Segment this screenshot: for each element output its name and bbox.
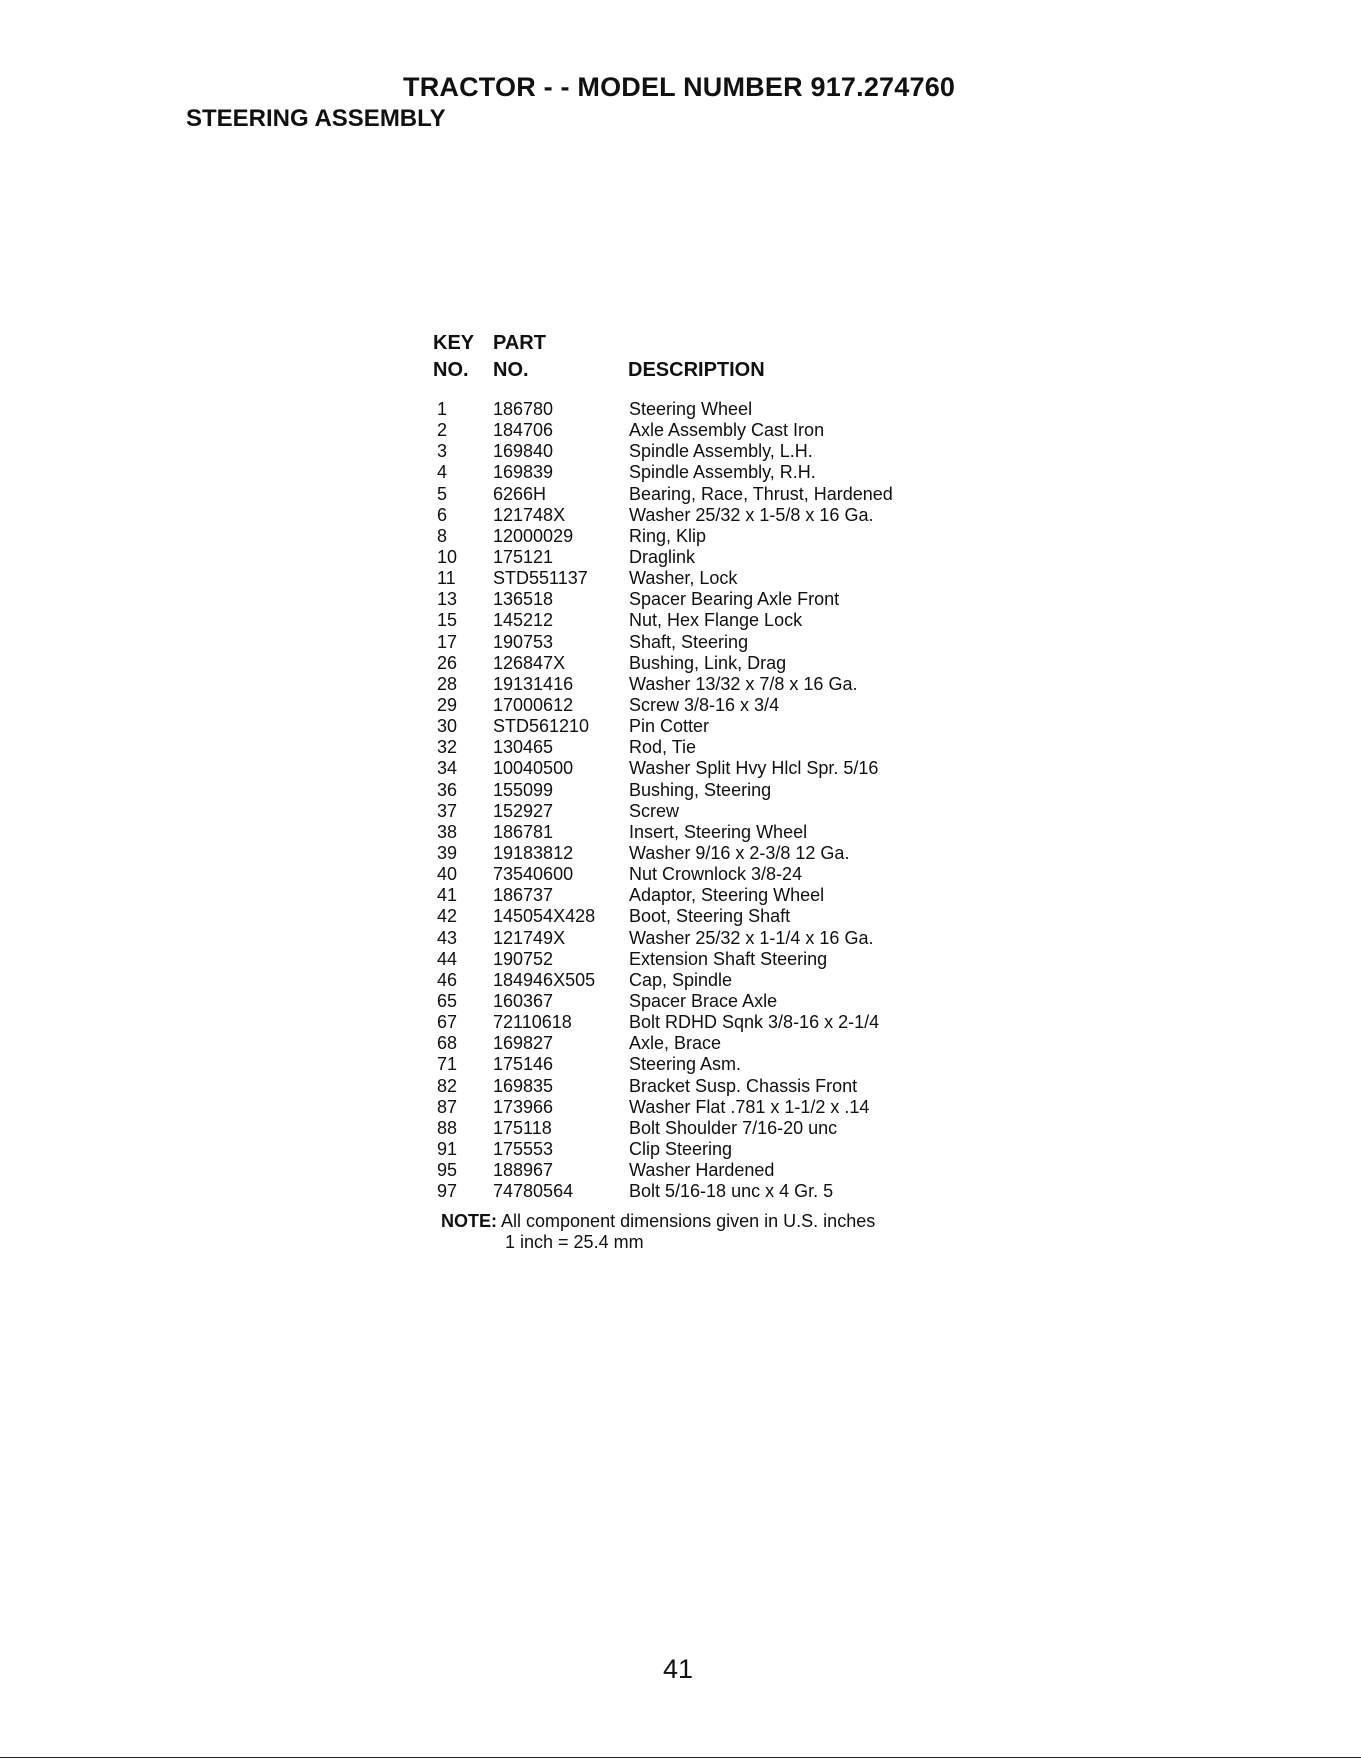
table-row bbox=[433, 1118, 953, 1139]
description: Spacer Brace Axle bbox=[629, 990, 778, 1011]
description: Spindle Assembly, R.H. bbox=[629, 462, 816, 483]
description: Bolt Shoulder 7/16-20 unc bbox=[629, 1117, 838, 1138]
key-no: 37 bbox=[437, 800, 458, 821]
description: Pin Cotter bbox=[629, 716, 710, 737]
key-no: 13 bbox=[437, 589, 458, 610]
key-no: 42 bbox=[437, 906, 458, 927]
description: Adaptor, Steering Wheel bbox=[629, 885, 825, 906]
description: Washer Split Hvy Hlcl Spr. 5/16 bbox=[629, 758, 879, 779]
part-no: 74780564 bbox=[493, 1181, 574, 1202]
part-no: 169839 bbox=[493, 462, 554, 483]
part-no: 72110618 bbox=[493, 1012, 572, 1033]
table-row bbox=[433, 695, 953, 716]
key-no: 17 bbox=[437, 631, 458, 652]
note-line1: All component dimensions given in U.S. inches bbox=[501, 1211, 876, 1231]
part-no: 19131416 bbox=[493, 673, 574, 694]
key-no: 87 bbox=[437, 1096, 458, 1117]
table-row bbox=[433, 462, 953, 483]
description: Washer Flat .781 x 1-1/2 x .14 bbox=[629, 1096, 870, 1117]
table-row bbox=[433, 822, 953, 843]
key-no: 32 bbox=[437, 737, 458, 758]
table-row bbox=[433, 1012, 953, 1033]
page-title: TRACTOR - - MODEL NUMBER 917.274760 bbox=[403, 72, 956, 102]
part-no: 184706 bbox=[493, 420, 554, 441]
key-no: 15 bbox=[437, 610, 458, 631]
part-no: 121748X bbox=[493, 504, 566, 525]
header-key-line2: NO. bbox=[433, 359, 469, 381]
table-row bbox=[433, 885, 953, 906]
description: Draglink bbox=[629, 546, 696, 567]
description: Nut, Hex Flange Lock bbox=[629, 610, 803, 631]
table-row bbox=[433, 1160, 953, 1181]
part-no: 169835 bbox=[493, 1075, 554, 1096]
table-row bbox=[433, 801, 953, 822]
bottom-rule bbox=[0, 1757, 1361, 1758]
description: Washer 9/16 x 2-3/8 12 Ga. bbox=[629, 842, 850, 863]
part-no: 186780 bbox=[493, 399, 554, 419]
note-label: NOTE: bbox=[441, 1211, 497, 1231]
description: Boot, Steering Shaft bbox=[629, 906, 791, 927]
key-no: 40 bbox=[437, 864, 458, 885]
part-no: 160367 bbox=[493, 990, 554, 1011]
description: Axle, Brace bbox=[629, 1033, 722, 1054]
part-no: 186737 bbox=[493, 885, 554, 906]
part-no: 188967 bbox=[493, 1160, 554, 1181]
key-no: 43 bbox=[437, 927, 458, 948]
part-no: 126847X bbox=[493, 652, 566, 673]
description: Washer 25/32 x 1-5/8 x 16 Ga. bbox=[629, 504, 874, 525]
description: Bearing, Race, Thrust, Hardened bbox=[629, 483, 893, 504]
part-no: 184946X505 bbox=[493, 969, 596, 990]
header-key-line1: KEY bbox=[433, 332, 475, 354]
table-row bbox=[433, 526, 953, 547]
part-no: 73540600 bbox=[493, 864, 574, 885]
description: Washer 13/32 x 7/8 x 16 Ga. bbox=[629, 673, 858, 694]
description: Steering Asm. bbox=[629, 1054, 742, 1075]
description: Spacer Bearing Axle Front bbox=[629, 589, 840, 610]
part-no: 136518 bbox=[493, 589, 554, 610]
key-no: 41 bbox=[437, 885, 458, 906]
table-row bbox=[433, 1097, 953, 1118]
table-row bbox=[433, 653, 953, 674]
header-part-line1: PART bbox=[493, 332, 546, 354]
key-no: 4 bbox=[437, 462, 448, 483]
key-no: 36 bbox=[437, 779, 458, 800]
section-title: STEERING ASSEMBLY bbox=[186, 105, 446, 132]
description: Shaft, Steering bbox=[629, 631, 749, 652]
table-row bbox=[433, 1076, 953, 1097]
part-no: 173966 bbox=[493, 1096, 554, 1117]
key-no: 38 bbox=[437, 821, 458, 842]
part-no: 130465 bbox=[493, 737, 554, 758]
key-no: 5 bbox=[437, 483, 448, 504]
key-no: 91 bbox=[437, 1138, 458, 1159]
table-row bbox=[433, 674, 953, 695]
table-row bbox=[433, 505, 953, 526]
description: Washer, Lock bbox=[629, 568, 738, 589]
table-row bbox=[433, 420, 953, 441]
parts-rows bbox=[433, 399, 953, 1202]
table-row bbox=[433, 737, 953, 758]
table-row bbox=[433, 1139, 953, 1160]
key-no: 6 bbox=[437, 504, 448, 525]
page-number: 41 bbox=[663, 1654, 694, 1684]
part-no: 186781 bbox=[493, 821, 554, 842]
part-no: 175553 bbox=[493, 1138, 554, 1159]
table-row bbox=[433, 949, 953, 970]
key-no: 95 bbox=[437, 1160, 458, 1181]
key-no: 65 bbox=[437, 990, 458, 1011]
part-no: 169840 bbox=[493, 441, 554, 462]
note bbox=[441, 1211, 875, 1232]
table-header bbox=[433, 332, 953, 387]
table-row bbox=[433, 399, 953, 420]
description: Spindle Assembly, L.H. bbox=[629, 441, 813, 462]
part-no: 12000029 bbox=[493, 525, 574, 546]
table-row bbox=[433, 441, 953, 462]
part-no: 169827 bbox=[493, 1033, 554, 1054]
key-no: 2 bbox=[437, 420, 448, 441]
key-no: 26 bbox=[437, 652, 458, 673]
part-no: 175146 bbox=[493, 1054, 554, 1075]
key-no: 8 bbox=[437, 525, 448, 546]
key-no: 34 bbox=[437, 758, 458, 779]
key-no: 97 bbox=[437, 1181, 458, 1202]
description: Insert, Steering Wheel bbox=[629, 821, 808, 842]
table-row bbox=[433, 568, 953, 589]
table-row bbox=[433, 780, 953, 801]
description: Extension Shaft Steering bbox=[629, 948, 828, 969]
description: Steering Wheel bbox=[629, 399, 753, 419]
part-no: 145212 bbox=[493, 610, 554, 631]
description: Bushing, Link, Drag bbox=[629, 652, 787, 673]
table-row bbox=[433, 547, 953, 568]
part-no: 17000612 bbox=[493, 694, 574, 715]
part-no: 190752 bbox=[493, 948, 554, 969]
description: Clip Steering bbox=[629, 1138, 733, 1159]
key-no: 88 bbox=[437, 1117, 458, 1138]
key-no: 28 bbox=[437, 673, 458, 694]
table-row bbox=[433, 589, 953, 610]
key-no: 3 bbox=[437, 441, 448, 462]
key-no: 44 bbox=[437, 948, 458, 969]
description: Washer Hardened bbox=[629, 1160, 775, 1181]
key-no: 82 bbox=[437, 1075, 458, 1096]
description: Screw bbox=[629, 800, 680, 821]
key-no: 1 bbox=[437, 399, 448, 419]
key-no: 46 bbox=[437, 969, 458, 990]
parts-table bbox=[433, 332, 953, 1202]
key-no: 29 bbox=[437, 694, 458, 715]
description: Bolt 5/16-18 unc x 4 Gr. 5 bbox=[629, 1181, 834, 1202]
table-row bbox=[433, 610, 953, 631]
part-no: 175121 bbox=[493, 546, 554, 567]
table-row bbox=[433, 716, 953, 737]
part-no: STD561210 bbox=[493, 716, 590, 737]
table-row bbox=[433, 970, 953, 991]
description: Rod, Tie bbox=[629, 737, 697, 758]
table-row bbox=[433, 906, 953, 927]
key-no: 39 bbox=[437, 842, 458, 863]
description: Axle Assembly Cast Iron bbox=[629, 420, 825, 441]
key-no: 68 bbox=[437, 1033, 458, 1054]
header-part-line2: NO. bbox=[493, 359, 529, 381]
part-no: 155099 bbox=[493, 779, 554, 800]
part-no: 175118 bbox=[493, 1117, 552, 1138]
description: Bushing, Steering bbox=[629, 779, 772, 800]
note-line2: 1 inch = 25.4 mm bbox=[505, 1232, 644, 1252]
description: Screw 3/8-16 x 3/4 bbox=[629, 694, 780, 715]
part-no: 152927 bbox=[493, 800, 554, 821]
key-no: 11 bbox=[437, 568, 456, 589]
key-no: 71 bbox=[437, 1054, 458, 1075]
part-no: 10040500 bbox=[493, 758, 574, 779]
table-row bbox=[433, 758, 953, 779]
table-row bbox=[433, 864, 953, 885]
table-row bbox=[433, 484, 953, 505]
key-no: 67 bbox=[437, 1012, 458, 1033]
table-row bbox=[433, 1033, 953, 1054]
key-no: 30 bbox=[437, 716, 458, 737]
part-no: 121749X bbox=[493, 927, 566, 948]
part-no: 19183812 bbox=[493, 842, 574, 863]
description: Cap, Spindle bbox=[629, 969, 733, 990]
table-row bbox=[433, 632, 953, 653]
key-no: 10 bbox=[437, 546, 458, 567]
description: Washer 25/32 x 1-1/4 x 16 Ga. bbox=[629, 927, 874, 948]
part-no: 190753 bbox=[493, 631, 554, 652]
description: Ring, Klip bbox=[629, 525, 707, 546]
table-row bbox=[433, 1181, 953, 1202]
part-no: STD551137 bbox=[493, 568, 588, 589]
part-no: 145054X428 bbox=[493, 906, 596, 927]
description: Bolt RDHD Sqnk 3/8-16 x 2-1/4 bbox=[629, 1012, 880, 1033]
table-row bbox=[433, 928, 953, 949]
description: Nut Crownlock 3/8-24 bbox=[629, 864, 803, 885]
part-no: 6266H bbox=[493, 483, 547, 504]
table-row bbox=[433, 843, 953, 864]
table-row bbox=[433, 991, 953, 1012]
table-row bbox=[433, 1054, 953, 1075]
description: Bracket Susp. Chassis Front bbox=[629, 1075, 858, 1096]
header-description: DESCRIPTION bbox=[628, 359, 765, 381]
